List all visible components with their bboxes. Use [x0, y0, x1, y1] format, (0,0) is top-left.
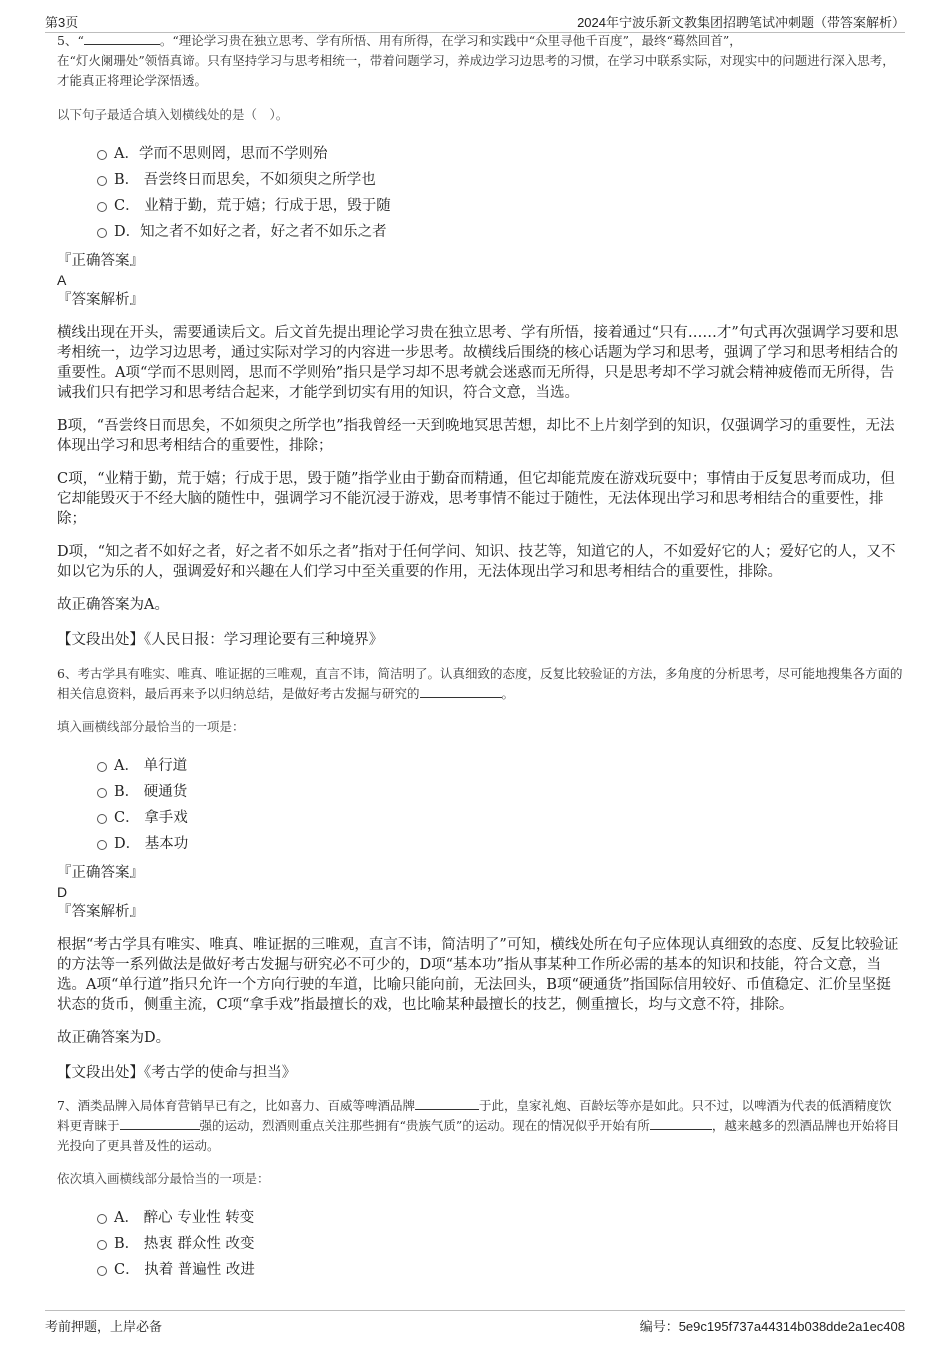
- analysis-conclusion: 故正确答案为D。: [57, 1030, 171, 1046]
- radio-icon[interactable]: [97, 228, 107, 238]
- question-6-stem: 6、考古学具有唯实、唯真、唯证据的三唯观，直言不讳，简洁明了。认真细致的态度，反复比较验证的方法，多角度的分析思考，尽可能地搜集各方面的相关信息资料，最后再来予以归纳总结，是做好考古发掘与研究的 。: [57, 666, 903, 701]
- analysis-conclusion: 故正确答案为A。: [57, 597, 169, 613]
- radio-icon[interactable]: [97, 762, 107, 772]
- option-a[interactable]: A． 醉心 专业性 转变: [57, 1205, 903, 1231]
- document-title: 2024年宁波乐新文教集团招聘笔试冲刺题（带答案解析）: [577, 15, 905, 30]
- radio-icon[interactable]: [97, 202, 107, 212]
- question-5-prompt: 以下句子最适合填入划横线处的是（ ）。: [57, 107, 289, 122]
- option-b[interactable]: B． 吾尝终日而思矣，不如须臾之所学也: [57, 167, 903, 193]
- answer-label: 『正确答案』: [57, 253, 144, 269]
- main-content: [57, 33, 903, 1283]
- correct-answer: A: [57, 272, 67, 288]
- question-6: [57, 664, 903, 1083]
- fill-blank[interactable]: [120, 1116, 200, 1130]
- analysis-label: 『答案解析』: [57, 904, 144, 920]
- fill-blank[interactable]: [415, 1096, 479, 1110]
- page-number: 第3页: [45, 15, 79, 30]
- radio-icon[interactable]: [97, 176, 107, 186]
- analysis-paragraph: D项，“知之者不如好之者，好之者不如乐之者”指对于任何学问、知识、技艺等，知道它的人，不如爱好它的人；爱好它的人，又不如以它为乐的人，强调爱好和兴趣在人们学习中至关重要的作用，无法体现出学习和思考相结合的重要性，排除。: [57, 544, 896, 580]
- option-b[interactable]: B． 硬通货: [57, 779, 903, 805]
- page-header: [45, 8, 905, 33]
- question-5: [57, 31, 903, 650]
- option-d[interactable]: D．知之者不如好之者，好之者不如乐之者: [57, 219, 903, 245]
- question-7-options: [57, 1205, 903, 1283]
- analysis-paragraph: C项，“业精于勤，荒于嬉；行成于思，毁于随”指学业由于勤奋而精通，但它却能荒废在游戏玩耍中；事情由于反复思考而成功，但它却能毁灭于不经大脑的随性中，强调学习不能沉浸于游戏，思考事情不能过于随性，无法体现出学习和思考相结合的重要性，排除；: [57, 471, 895, 527]
- option-d[interactable]: D． 基本功: [57, 831, 903, 857]
- footer-slogan: 考前押题，上岸必备: [45, 1319, 163, 1334]
- question-6-options: [57, 753, 903, 857]
- radio-icon[interactable]: [97, 840, 107, 850]
- question-7: [57, 1096, 903, 1283]
- radio-icon[interactable]: [97, 814, 107, 824]
- question-7-prompt: 依次填入画横线部分最恰当的一项是：: [57, 1171, 270, 1186]
- fill-blank[interactable]: [420, 684, 502, 698]
- option-b[interactable]: B． 热衷 群众性 改变: [57, 1231, 903, 1257]
- option-a[interactable]: A．学而不思则罔，思而不学则殆: [57, 141, 903, 167]
- question-7-stem: 7、酒类品牌入局体育营销早已有之，比如喜力、百威等啤酒品牌 于此，皇家礼炮、百龄坛等亦是如此。只不过，以啤酒为代表的低酒精度饮料更青睐于 强的运动，烈酒则重点关注那些拥有“贵族气质”的运动。现在的情况似乎开始有所 ，越来越多的烈酒品牌也开始将目光投向了更具普及性的运动。: [57, 1098, 900, 1153]
- fill-blank[interactable]: [84, 31, 160, 45]
- option-c[interactable]: C． 执着 普遍性 改进: [57, 1257, 903, 1283]
- question-5-options: [57, 141, 903, 245]
- stem-text: 5、“: [57, 33, 84, 48]
- option-a[interactable]: A． 单行道: [57, 753, 903, 779]
- analysis-label: 『答案解析』: [57, 292, 144, 308]
- radio-icon[interactable]: [97, 1214, 107, 1224]
- fill-blank[interactable]: [650, 1116, 712, 1130]
- stem-text: 。“理论学习贵在独立思考、学有所悟、用有所得，在学习和实践中“众里寻他千百度”，最终“蓦然回首”，: [159, 33, 742, 48]
- stem-text: 在“灯火阑珊处”领悟真谛。只有坚持学习与思考相统一，带着问题学习，养成边学习边思考的习惯，在学习中联系实际，对现实中的问题进行深入思考，才能真正将理论学深悟透。: [57, 53, 895, 88]
- page-footer: [45, 1310, 905, 1337]
- question-5-stem: [57, 31, 903, 91]
- question-6-prompt: 填入画横线部分最恰当的一项是：: [57, 719, 245, 734]
- analysis-paragraph: B项，“吾尝终日而思矣，不如须臾之所学也”指我曾经一天到晚地冥思苦想，却比不上片刻学到的知识，仅强调学习的重要性，无法体现出学习和思考相结合的重要性，排除；: [57, 418, 895, 454]
- source-citation: 【文段出处】《考古学的使命与担当》: [57, 1065, 297, 1081]
- radio-icon[interactable]: [97, 1266, 107, 1276]
- radio-icon[interactable]: [97, 788, 107, 798]
- radio-icon[interactable]: [97, 1240, 107, 1250]
- analysis-paragraph: 根据“考古学具有唯实、唯真、唯证据的三唯观，直言不讳，简洁明了”可知，横线处所在句子应体现认真细致的态度、反复比较验证的方法等一系列做法是做好考古发掘与研究必不可少的，D项“基本功”指从事某种工作所必需的基本的知识和技能，符合文意，当选。A项“单行道”指只允许一个方向行驶的车道，比喻只能向前，无法回头，B项“硬通货”指国际信用较好、币值稳定、汇价呈坚挺状态的货币，侧重主流，C项“拿手戏”指最擅长的戏，也比喻某种最擅长的技艺，侧重擅长，均与文意不符，排除。: [57, 937, 899, 1013]
- answer-label: 『正确答案』: [57, 865, 144, 881]
- radio-icon[interactable]: [97, 150, 107, 160]
- analysis-paragraph: 横线出现在开头，需要通读后文。后文首先提出理论学习贵在独立思考、学有所悟，接着通过“只有……才”句式再次强调学习要和思考相统一，边学习边思考，通过实际对学习的内容进一步思考。故横线后围绕的核心话题为学习和思考，强调了学习和思考相结合的重要性。A项“学而不思则罔，思而不学则殆”指只是学习却不思考就会迷惑而无所得，只是思考却不学习就会精神疲倦而无所得，告诫我们只有把学习和思考结合起来，才能学到切实有用的知识，符合文意，当选。: [57, 325, 899, 401]
- document-serial: 编号：5e9c195f737a44314b038dde2a1ec408: [639, 1319, 905, 1334]
- source-citation: 【文段出处】《人民日报：学习理论要有三种境界》: [57, 632, 384, 648]
- option-c[interactable]: C． 拿手戏: [57, 805, 903, 831]
- option-c[interactable]: C． 业精于勤，荒于嬉；行成于思，毁于随: [57, 193, 903, 219]
- correct-answer: D: [57, 884, 68, 900]
